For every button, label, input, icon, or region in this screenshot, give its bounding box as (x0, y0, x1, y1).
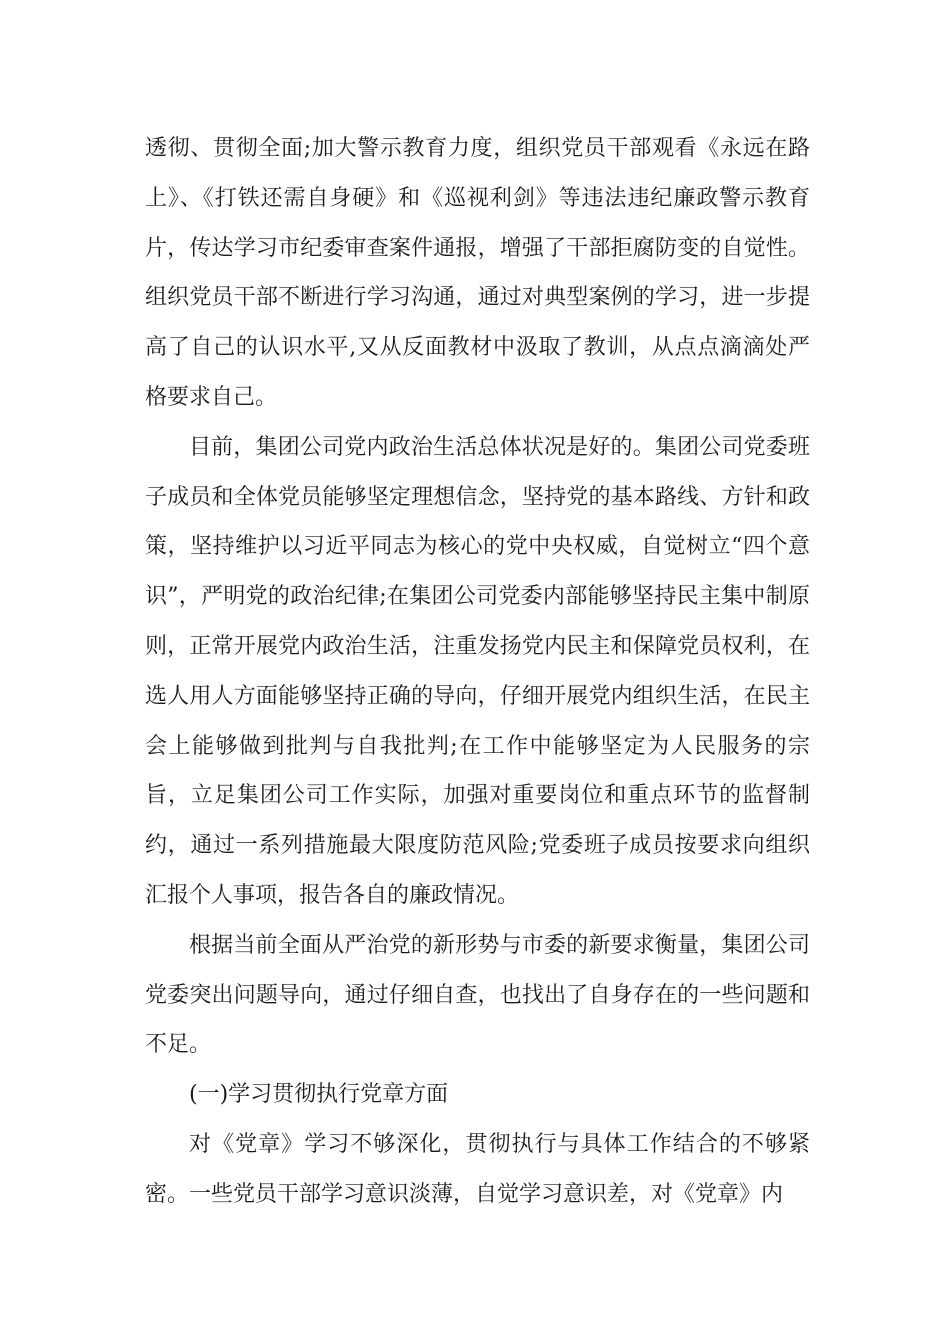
paragraph-continuation: 透彻、贯彻全面;加大警示教育力度，组织党员干部观看《永远在路上》、《打铁还需自身硬》和《巡视利剑》等违法违纪廉政警示教育片，传达学习市纪委审查案件通报，增强了干部拒腐防变的自觉性。组织党员干部不断进行学习沟通，通过对典型案例的学习，进一步提高了自己的认识水平,又从反面教材中汲取了教训，从点点滴滴处严格要求自己。 (145, 136, 810, 410)
paragraph-party-constitution: 对《党章》学习不够深化，贯彻执行与具体工作结合的不够紧密。一些党员干部学习意识淡薄，自觉学习意识差，对《党章》内 (145, 1131, 810, 1207)
document-body (145, 124, 810, 1220)
paragraph-political-life: 目前，集团公司党内政治生活总体状况是好的。集团公司党委班子成员和全体党员能够坚定理想信念，坚持党的基本路线、方针和政策，坚持维护以习近平同志为核心的党中央权威，自觉树立“四个意识”，严明党的政治纪律;在集团公司党委内部能够坚持民主集中制原则，正常开展党内政治生活，注重发扬党内民主和保障党员权利，在选人用人方面能够坚持正确的导向，仔细开展党内组织生活，在民主会上能够做到批判与自我批判;在工作中能够坚定为人民服务的宗旨，立足集团公司工作实际，加强对重要岗位和重点环节的监督制约，通过一系列措施最大限度防范风险;党委班子成员按要求向组织汇报个人事项，报告各自的廉政情况。 (145, 434, 810, 908)
section-heading: (一)学习贯彻执行党章方面 (189, 1082, 449, 1108)
paragraph-problem-orientation: 根据当前全面从严治党的新形势与市委的新要求衡量，集团公司党委突出问题导向，通过仔细自查，也找出了自身存在的一些问题和不足。 (145, 932, 810, 1058)
